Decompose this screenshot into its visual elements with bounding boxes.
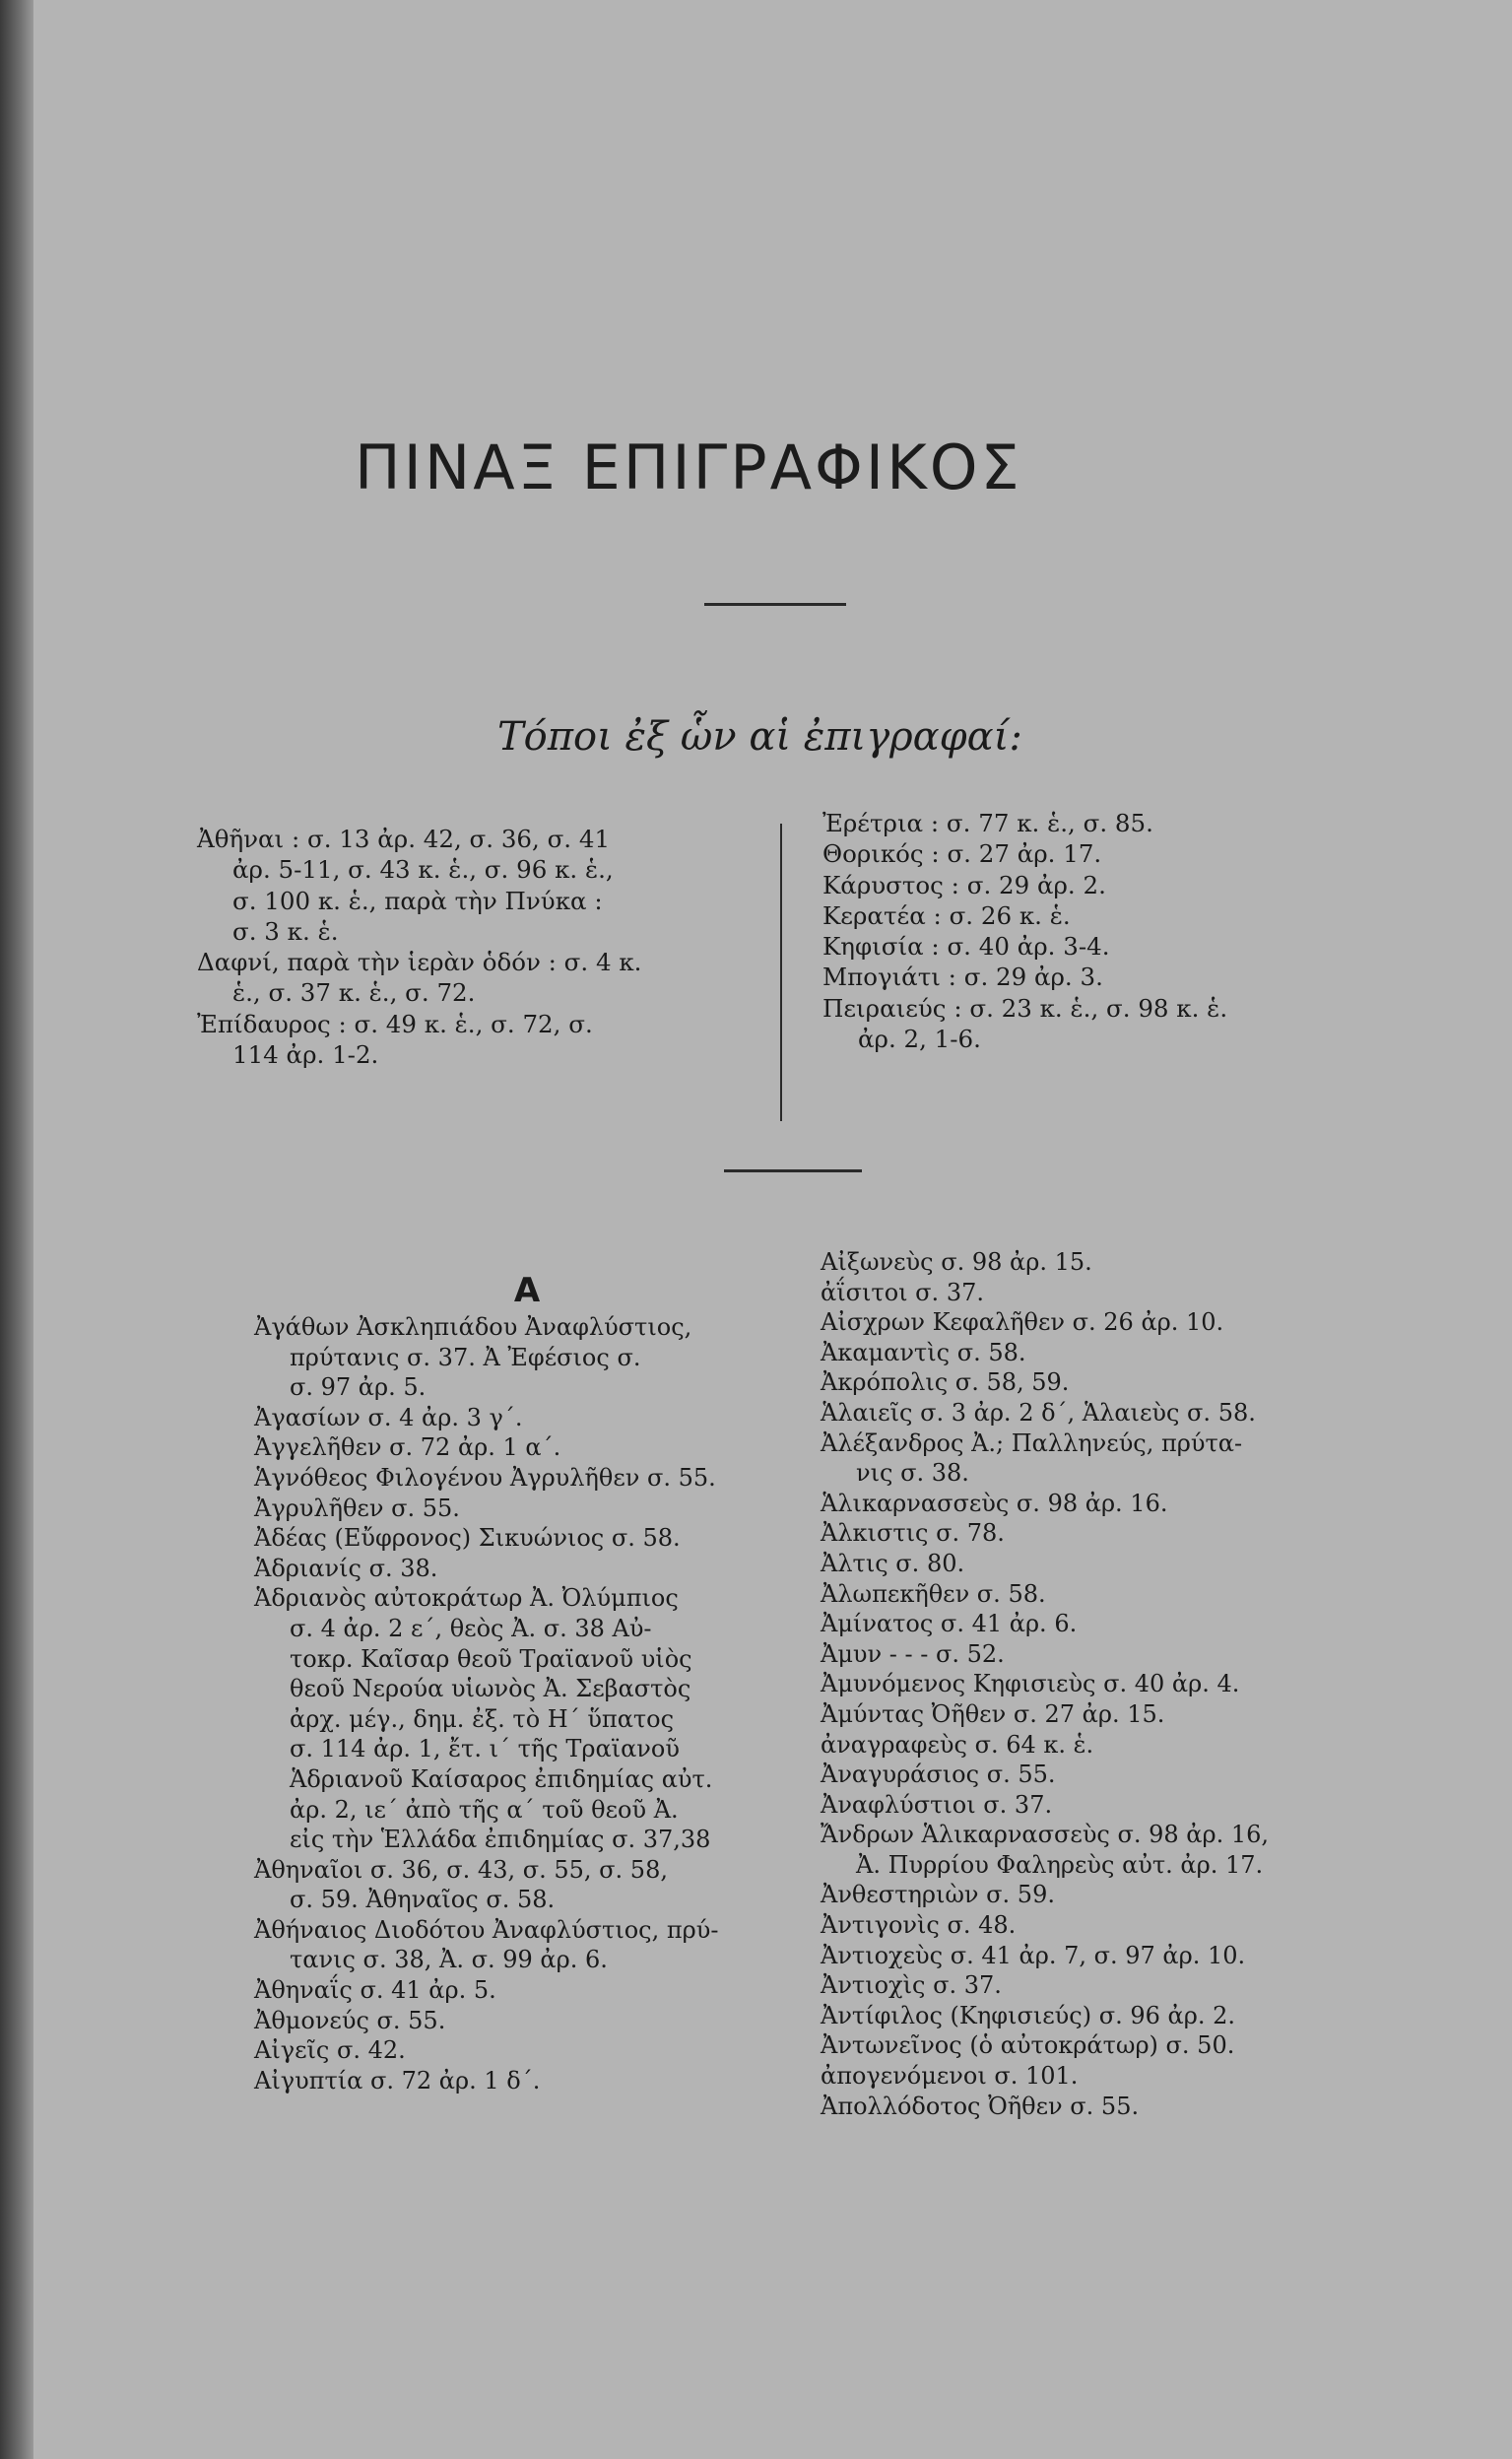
entry-line: Ἀκαμαντὶς σ. 58. <box>821 1338 1026 1366</box>
entry-continuation-line: ἀρ. 2, ιε΄ ἀπὸ τῆς α΄ τοῦ θεοῦ Ἀ. <box>290 1795 679 1824</box>
index-entry <box>821 1790 1392 1821</box>
index-entry <box>821 1307 1392 1338</box>
entry-line: Ἀδέας (Εὔφρονος) Σικυώνιος σ. 58. <box>254 1524 681 1553</box>
entry-line: Θορικός : σ. 27 ἀρ. 17. <box>822 839 1102 869</box>
index-entry <box>821 2061 1392 2092</box>
entry-line: Ἁδριανὸς αὐτοκράτωρ Ἀ. Ὀλύμπιος <box>254 1584 679 1613</box>
entry-line: Ἀμυν - - - σ. 52. <box>821 1639 1005 1668</box>
index-entry <box>822 931 1374 962</box>
index-entry <box>254 2066 786 2096</box>
index-entry <box>254 1975 786 2006</box>
index-entry <box>821 1820 1392 1880</box>
entry-line: Ἄνδρων Ἁλικαρνασσεὺς σ. 98 ἀρ. 16, <box>821 1821 1270 1849</box>
index-entry <box>821 1367 1392 1398</box>
entry-line: Ἐρέτρια : σ. 77 κ. ἑ., σ. 85. <box>822 809 1153 837</box>
index-entry <box>822 870 1374 900</box>
entry-line: Ἀμύντας Ὀῆθεν σ. 27 ἀρ. 15. <box>821 1699 1165 1728</box>
entry-line: Ἀπολλόδοτος Ὀῆθεν σ. 55. <box>821 2092 1140 2120</box>
entry-line: Κάρυστος : σ. 29 ἀρ. 2. <box>822 870 1106 899</box>
entry-continuation-line: πρύτανις σ. 37. Ἀ Ἐφέσιος σ. <box>290 1343 641 1371</box>
entry-continuation-line: ἀρ. 5-11, σ. 43 κ. ἑ., σ. 96 κ. ἑ., <box>232 855 614 885</box>
entry-continuation-line: 114 ἀρ. 1-2. <box>232 1040 379 1070</box>
index-entry <box>821 2030 1392 2061</box>
index-entry <box>821 1699 1392 1730</box>
index-entry <box>821 1398 1392 1429</box>
entry-line: Αἰξωνεὺς σ. 98 ἀρ. 15. <box>821 1248 1092 1276</box>
entry-line: Ἀμυνόμενος Κηφισιεὺς σ. 40 ἀρ. 4. <box>821 1670 1240 1698</box>
index-column-left <box>254 1312 786 2095</box>
index-entry <box>822 962 1374 992</box>
entry-line: Ἀγάθων Ἀσκληπιάδου Ἀναφλύστιος, <box>254 1313 692 1341</box>
index-entry <box>821 1669 1392 1699</box>
index-entry <box>821 1247 1392 1278</box>
entry-line: ἀναγραφεὺς σ. 64 κ. ἑ. <box>821 1730 1094 1759</box>
title-divider <box>704 603 846 606</box>
index-entry <box>821 1429 1392 1489</box>
entry-line: Κερατέα : σ. 26 κ. ἑ. <box>822 900 1071 930</box>
index-entry <box>821 1278 1392 1308</box>
entry-line: Ἀγρυλῆθεν σ. 55. <box>254 1494 460 1522</box>
index-column-right <box>821 1247 1392 2121</box>
entry-line: Ἁλαιεῖς σ. 3 ἀρ. 2 δ΄, Ἁλαιεὺς σ. 58. <box>821 1398 1256 1427</box>
index-entry <box>254 1312 786 1403</box>
places-column-right <box>822 808 1374 1054</box>
entry-continuation-line: σ. 4 ἀρ. 2 ε΄, θεὸς Ἀ. σ. 38 Αὐ- <box>290 1614 652 1642</box>
book-spine-shadow <box>0 0 33 2459</box>
index-entry <box>821 1760 1392 1790</box>
entry-line: Μπογιάτι : σ. 29 ἀρ. 3. <box>822 963 1103 992</box>
entry-line: Ἀναγυράσιος σ. 55. <box>821 1761 1056 1789</box>
entry-continuation-line: Ἀ. Πυρρίου Φαληρεὺς αὐτ. ἀρ. 17. <box>856 1850 1264 1879</box>
index-entry <box>821 1910 1392 1941</box>
index-entry <box>822 993 1374 1055</box>
entry-continuation-line: εἰς τὴν Ἑλλάδα ἐπιδημίας σ. 37,38 <box>290 1826 711 1854</box>
entry-line: ἀΐσιτοι σ. 37. <box>821 1278 984 1306</box>
index-entry <box>254 1855 786 1915</box>
index-entry <box>254 1523 786 1554</box>
entry-line: Ἀλκιστις σ. 78. <box>821 1519 1005 1548</box>
section-divider <box>724 1169 862 1172</box>
entry-line: Πειραιεύς : σ. 23 κ. ἑ., σ. 98 κ. ἑ. <box>822 993 1228 1023</box>
index-entry <box>254 1915 786 1975</box>
entry-continuation-line: σ. 3 κ. ἑ. <box>232 916 339 946</box>
index-entry <box>821 2092 1392 2122</box>
column-divider <box>780 824 782 1121</box>
section-letter-heading: Α <box>513 1271 541 1310</box>
entry-line: Ἀλτις σ. 80. <box>821 1549 965 1577</box>
entry-line: Δαφνί, παρὰ τὴν ἱερὰν ὁδόν : σ. 4 κ. <box>197 948 642 977</box>
entry-line: Ἁγνόθεος Φιλογένου Ἀγρυλῆθεν σ. 55. <box>254 1463 716 1492</box>
entry-line: Ἀντιοχεὺς σ. 41 ἀρ. 7, σ. 97 ἀρ. 10. <box>821 1941 1246 1969</box>
entry-continuation-line: σ. 59. Ἀθηναῖος σ. 58. <box>290 1886 556 1914</box>
entry-line: Ἀντιγονὶς σ. 48. <box>821 1911 1017 1940</box>
entry-line: Ἀθῆναι : σ. 13 ἀρ. 42, σ. 36, σ. 41 <box>197 825 611 853</box>
index-entry <box>254 2035 786 2066</box>
entry-continuation-line: ἀρχ. μέγ., δημ. ἐξ. τὸ Η΄ ὕπατος <box>290 1704 675 1733</box>
entry-continuation-line: τανις σ. 38, Ἀ. σ. 99 ἀρ. 6. <box>290 1946 608 1974</box>
index-entry <box>254 1583 786 1854</box>
index-entry <box>254 2006 786 2036</box>
entry-line: Ἀντιοχὶς σ. 37. <box>821 1971 1002 2000</box>
entry-line: Ἀνθεστηριὼν σ. 59. <box>821 1881 1055 1909</box>
entry-continuation-line: σ. 114 ἀρ. 1, ἔτ. ι΄ τῆς Τραϊανοῦ <box>290 1735 680 1763</box>
index-entry <box>197 947 768 1009</box>
index-entry <box>821 1489 1392 1519</box>
index-entry <box>254 1403 786 1433</box>
index-entry <box>821 1941 1392 1971</box>
index-entry <box>821 1880 1392 1910</box>
entry-continuation-line: ἀρ. 2, 1-6. <box>858 1025 981 1054</box>
index-entry <box>254 1432 786 1463</box>
places-column-left <box>197 824 768 1070</box>
index-entry <box>821 2001 1392 2031</box>
entry-line: Ἀγγελῆθεν σ. 72 ἀρ. 1 α΄. <box>254 1433 561 1462</box>
entry-continuation-line: σ. 100 κ. ἑ., παρὰ τὴν Πνύκα : <box>232 886 603 915</box>
index-entry <box>821 1338 1392 1368</box>
entry-line: Ἁλικαρνασσεὺς σ. 98 ἀρ. 16. <box>821 1489 1168 1517</box>
index-entry <box>197 1009 768 1071</box>
entry-continuation-line: ἑ., σ. 37 κ. ἑ., σ. 72. <box>232 978 476 1008</box>
entry-line: Ἀντωνεῖνος (ὁ αὐτοκράτωρ) σ. 50. <box>821 2031 1235 2060</box>
index-entry <box>821 1518 1392 1549</box>
entry-line: Ἀμίνατος σ. 41 ἀρ. 6. <box>821 1610 1078 1638</box>
entry-continuation-line: νις σ. 38. <box>856 1459 969 1488</box>
entry-line: Αἰσχρων Κεφαλῆθεν σ. 26 ἀρ. 10. <box>821 1308 1224 1337</box>
entry-line: Κηφισία : σ. 40 ἀρ. 3-4. <box>822 932 1110 962</box>
entry-line: Ἁδριανίς σ. 38. <box>254 1554 438 1582</box>
index-entry <box>822 838 1374 869</box>
entry-continuation-line: τοκρ. Καῖσαρ θεοῦ Τραϊανοῦ υἱὸς <box>290 1644 692 1673</box>
entry-line: Ἀγασίων σ. 4 ἀρ. 3 γ΄. <box>254 1403 523 1431</box>
entry-line: Ἀθήναιος Διοδότου Ἀναφλύστιος, πρύ- <box>254 1915 719 1944</box>
index-entry <box>197 824 768 947</box>
index-entry <box>821 1730 1392 1761</box>
index-entry <box>821 1609 1392 1639</box>
index-entry <box>821 1579 1392 1610</box>
index-entry <box>821 1639 1392 1670</box>
entry-line: ἀπογενόμενοι σ. 101. <box>821 2062 1079 2091</box>
index-entry <box>822 808 1374 838</box>
index-entry <box>254 1494 786 1524</box>
entry-continuation-line: θεοῦ Νερούα υἱωνὸς Ἀ. Σεβαστὸς <box>290 1675 691 1703</box>
entry-line: Ἀθμονεύς σ. 55. <box>254 2006 446 2034</box>
index-entry <box>254 1554 786 1584</box>
entry-line: Ἐπίδαυρος : σ. 49 κ. ἑ., σ. 72, σ. <box>197 1009 593 1038</box>
places-subtitle: Τόποι ἐξ ὧν αἱ ἐπιγραφαί: <box>497 714 1022 760</box>
entry-line: Αἰγυπτία σ. 72 ἀρ. 1 δ΄. <box>254 2066 541 2094</box>
entry-line: Ἀλωπεκῆθεν σ. 58. <box>821 1579 1046 1608</box>
entry-continuation-line: σ. 97 ἀρ. 5. <box>290 1373 427 1402</box>
entry-line: Ἀναφλύστιοι σ. 37. <box>821 1790 1053 1819</box>
index-entry <box>254 1463 786 1494</box>
entry-line: Ἀντίφιλος (Κηφισιεύς) σ. 96 ἀρ. 2. <box>821 2001 1235 2029</box>
page-title: ΠΙΝΑΞ ΕΠΙΓΡΑΦΙΚΟΣ <box>355 432 1022 503</box>
entry-line: Ἀθηναῖοι σ. 36, σ. 43, σ. 55, σ. 58, <box>254 1855 668 1884</box>
entry-line: Ἀλέξανδρος Ἀ.; Παλληνεύς, πρύτα- <box>821 1429 1243 1457</box>
index-entry <box>821 1549 1392 1579</box>
entry-line: Αἰγεῖς σ. 42. <box>254 2036 406 2065</box>
entry-line: Ἀκρόπολις σ. 58, 59. <box>821 1368 1070 1397</box>
index-entry <box>821 1970 1392 2001</box>
index-entry <box>822 900 1374 931</box>
entry-line: Ἀθηναΐς σ. 41 ἀρ. 5. <box>254 1976 496 2005</box>
entry-continuation-line: Ἁδριανοῦ Καίσαρος ἐπιδημίας αὐτ. <box>290 1764 713 1793</box>
